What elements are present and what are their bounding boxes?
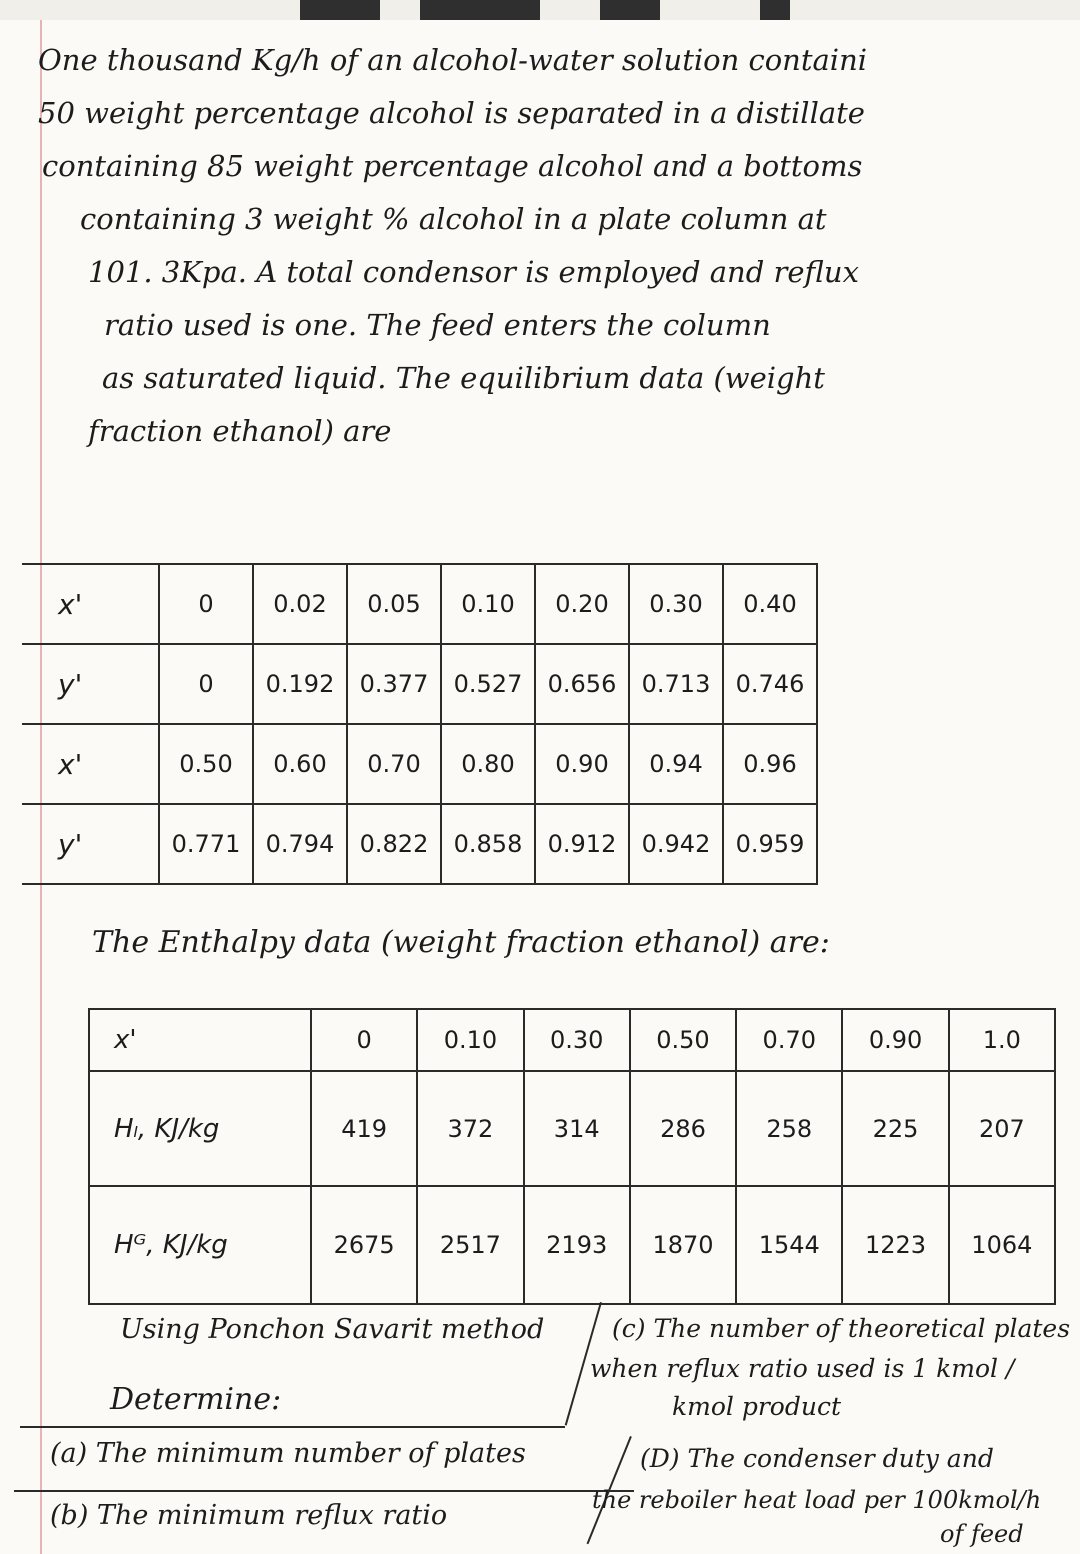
table-cell: 1223 (842, 1186, 948, 1304)
table-cell: 0.90 (535, 724, 629, 804)
table-row (89, 1071, 1055, 1186)
table-cell: 372 (417, 1071, 523, 1186)
table-cell: 286 (630, 1071, 736, 1186)
table-cell: 0.912 (535, 804, 629, 884)
question-b: (b) The minimum reflux ratio (50, 1500, 448, 1531)
problem-line: containing 3 weight % alcohol in a plate column at (80, 202, 827, 236)
enthalpy-heading: The Enthalpy data (weight fraction ethanol) are: (92, 925, 830, 960)
photo-top-edge (0, 0, 1080, 20)
question-d: the reboiler heat load per 100kmol/h (592, 1486, 1042, 1514)
question-c: when reflux ratio used is 1 kmol / (590, 1354, 1015, 1383)
table-cell: 0.50 (159, 724, 253, 804)
enthalpy-table (88, 1008, 1056, 1305)
table-cell: 0.822 (347, 804, 441, 884)
table-cell: 0 (159, 564, 253, 644)
table-row (22, 804, 817, 884)
table-cell: 258 (736, 1071, 842, 1186)
table-cell: 0.192 (253, 644, 347, 724)
method-text: Using Ponchon Savarit method (120, 1314, 545, 1345)
table-cell: 0.30 (629, 564, 723, 644)
table-cell: 0.10 (441, 564, 535, 644)
divider-line (20, 1426, 565, 1428)
table-cell: 0.05 (347, 564, 441, 644)
table-cell: 0.858 (441, 804, 535, 884)
problem-line: 50 weight percentage alcohol is separated in a distillate (38, 96, 865, 130)
table-row (22, 724, 817, 804)
table-cell: 0.70 (736, 1009, 842, 1071)
problem-statement (38, 34, 1078, 458)
table-cell: 0.70 (347, 724, 441, 804)
table-cell: 0 (159, 644, 253, 724)
table-cell: 1064 (949, 1186, 1055, 1304)
divider-line (14, 1490, 634, 1492)
table-row (89, 1009, 1055, 1071)
table-cell: 314 (524, 1071, 630, 1186)
table-cell: 0.959 (723, 804, 817, 884)
table-cell: 2193 (524, 1186, 630, 1304)
row-label: x' (22, 564, 159, 644)
table-cell: 0 (311, 1009, 417, 1071)
row-label: Hₗ, KJ/kg (89, 1071, 311, 1186)
table-cell: 0.02 (253, 564, 347, 644)
table-cell: 2675 (311, 1186, 417, 1304)
table-cell: 0.746 (723, 644, 817, 724)
problem-line: fraction ethanol) are (88, 414, 392, 448)
table-cell: 0.50 (630, 1009, 736, 1071)
table-cell: 0.60 (253, 724, 347, 804)
question-d: (D) The condenser duty and (640, 1444, 994, 1473)
table-cell: 0.10 (417, 1009, 523, 1071)
table-cell: 0.713 (629, 644, 723, 724)
row-label: x' (22, 724, 159, 804)
table-cell: 0.96 (723, 724, 817, 804)
question-a: (a) The minimum number of plates (50, 1438, 526, 1469)
question-d: of feed (940, 1520, 1024, 1548)
problem-line: as saturated liquid. The equilibrium data (weight (102, 361, 825, 395)
problem-line: One thousand Kg/h of an alcohol-water solution containi (38, 43, 868, 77)
table-cell: 419 (311, 1071, 417, 1186)
table-cell: 0.656 (535, 644, 629, 724)
table-cell: 1870 (630, 1186, 736, 1304)
table-row (89, 1186, 1055, 1304)
table-cell: 0.20 (535, 564, 629, 644)
table-cell: 0.90 (842, 1009, 948, 1071)
table-cell: 225 (842, 1071, 948, 1186)
table-row (22, 644, 817, 724)
problem-line: containing 85 weight percentage alcohol and a bottoms (42, 149, 863, 183)
question-c: kmol product (672, 1392, 842, 1421)
table-cell: 0.942 (629, 804, 723, 884)
equilibrium-table (22, 563, 818, 885)
table-cell: 0.771 (159, 804, 253, 884)
table-cell: 1.0 (949, 1009, 1055, 1071)
table-cell: 0.527 (441, 644, 535, 724)
table-cell: 0.377 (347, 644, 441, 724)
row-label: y' (22, 644, 159, 724)
table-cell: 207 (949, 1071, 1055, 1186)
row-label: Hᴳ, KJ/kg (89, 1186, 311, 1304)
problem-line: ratio used is one. The feed enters the column (104, 308, 771, 342)
table-cell: 1544 (736, 1186, 842, 1304)
determine-label: Determine: (110, 1382, 282, 1417)
table-cell: 0.80 (441, 724, 535, 804)
problem-line: 101. 3Kpa. A total condensor is employed and reflux (88, 255, 859, 289)
table-cell: 0.94 (629, 724, 723, 804)
table-cell: 0.40 (723, 564, 817, 644)
table-row (22, 564, 817, 644)
row-label: x' (89, 1009, 311, 1071)
table-cell: 2517 (417, 1186, 523, 1304)
table-cell: 0.794 (253, 804, 347, 884)
table-cell: 0.30 (524, 1009, 630, 1071)
question-c: (c) The number of theoretical plates (612, 1314, 1071, 1343)
row-label: y' (22, 804, 159, 884)
